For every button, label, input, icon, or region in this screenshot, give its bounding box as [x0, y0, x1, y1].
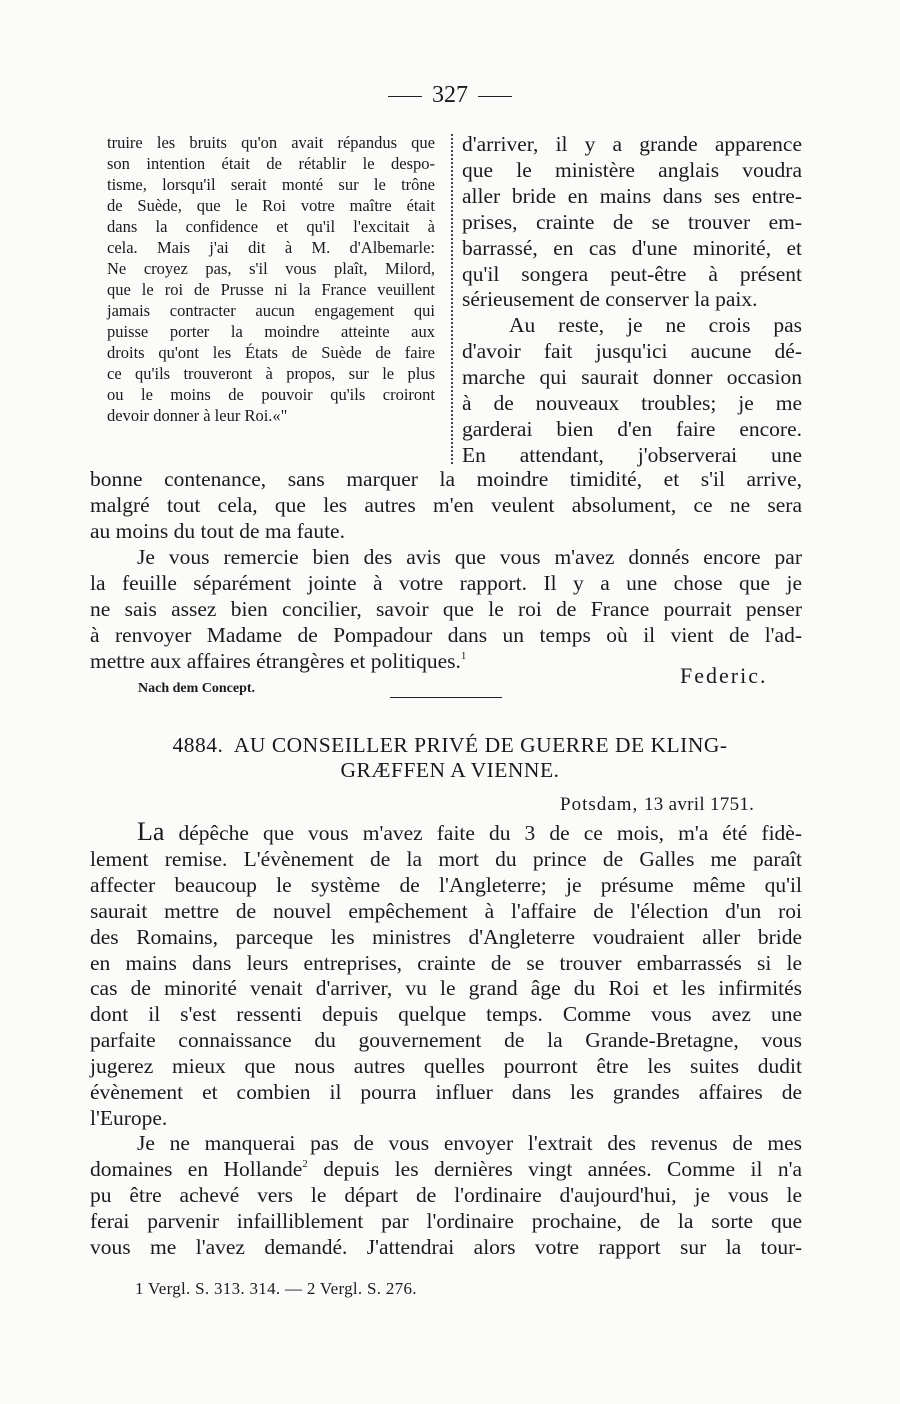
right-column-line: que le ministère anglais voudra — [462, 157, 802, 182]
body-line-text: domaines en Hollande — [90, 1156, 303, 1181]
right-column-line: aller bride en mains dans ses entre- — [462, 183, 802, 208]
body-line: évènement et combien il pourra influer dans les grandes affaires de — [90, 1080, 802, 1105]
page-number-text: 327 — [432, 82, 468, 108]
footnote-ref: 1 — [460, 649, 467, 662]
body-line: bonne contenance, sans marquer la moindre timidité, et s'il arrive, — [90, 467, 802, 491]
body-line: à renvoyer Madame de Pompadour dans un temps où il vient de l'ad- — [90, 622, 802, 647]
body-line: des Romains, parceque les ministres d'Angleterre voudraient aller bride — [90, 924, 802, 949]
body-line — [90, 819, 802, 847]
dateline — [560, 794, 754, 816]
letter-number: 4884. — [172, 733, 224, 757]
body-line-text: mettre aux affaires étrangères et politiques. — [90, 648, 461, 673]
section-rule — [390, 697, 502, 698]
footnote-ref: 2 — [302, 1157, 308, 1170]
right-column-line: d'arriver, il y a grande apparence — [462, 132, 802, 156]
right-column-line: garderai bien d'en faire encore. — [462, 416, 802, 441]
body-line: l'Europe. — [90, 1105, 168, 1130]
body-line: parfaite connaissance du gouvernement de la Grande-Bretagne, vous — [90, 1028, 802, 1053]
body-line: ferai parvenir infailliblement par l'ordinaire prochaine, de la sorte que — [90, 1208, 802, 1233]
column-divider — [451, 134, 453, 464]
paragraph-remerciements — [90, 545, 802, 675]
left-column-line: devoir donner à leur Roi.«" — [107, 406, 288, 425]
footnotes: 1 Vergl. S. 313. 314. — 2 Vergl. S. 276. — [135, 1279, 417, 1298]
right-column-line: Au reste, je ne crois pas — [509, 313, 802, 338]
body-line: vous me l'avez demandé. J'attendrai alors votre rapport sur la tour- — [90, 1234, 802, 1259]
right-column-line: sérieusement de conserver la paix. — [462, 287, 758, 312]
right-column-line: d'avoir fait jusqu'ici aucune dé- — [462, 339, 802, 364]
letter-paragraph-2 — [90, 1131, 802, 1261]
left-column-line: ou le moins de pouvoir qu'ils croiront — [107, 385, 435, 404]
body-line: affecter beaucoup le système de l'Angleterre; je présume même qu'il — [90, 872, 802, 897]
page-number-dash-left — [388, 96, 422, 97]
left-column-line: truire les bruits qu'on avait répandus que — [107, 133, 435, 152]
signature: Federic. — [680, 663, 768, 688]
left-column-quote — [107, 132, 435, 426]
source-note: Nach dem Concept. — [138, 681, 256, 696]
body-line: Je ne manquerai pas de vous envoyer l'extrait des revenus de mes — [137, 1131, 802, 1155]
left-column-line: droits qu'ont les États de Suède de faire — [107, 343, 435, 362]
left-column-line: Ne croyez pas, s'il vous plaît, Milord, — [107, 259, 435, 278]
letter-paragraph-1 — [90, 819, 802, 1132]
right-column-line: prises, crainte de se trouver em- — [462, 209, 802, 234]
dateline-place: Potsdam, — [560, 794, 639, 815]
left-column-line: tisme, lorsqu'il serait monté sur le trône — [107, 175, 435, 194]
body-line: cas de minorité venait d'arriver, vu le grand âge du Roi et les infirmités — [90, 976, 802, 1001]
body-line: au moins du tout de ma faute. — [90, 518, 345, 543]
letter-initial: La — [137, 817, 165, 846]
body-line: la feuille séparément jointe à votre rapport. Il y a une chose que je — [90, 570, 802, 595]
letter-heading-line-2: GRÆFFEN A VIENNE. — [340, 758, 560, 782]
right-column-text — [462, 132, 802, 469]
letter-heading-line-1 — [100, 733, 800, 758]
body-line: ne sais assez bien concilier, savoir que le roi de France pourrait penser — [90, 596, 802, 621]
body-line-text: dépêche que vous m'avez faite du 3 de ce mois, m'a été fidè- — [164, 821, 802, 845]
body-line: pu être achevé vers le départ de l'ordinaire d'aujourd'hui, je vous le — [90, 1182, 802, 1207]
left-column-line: son intention était de rétablir le despo- — [107, 154, 435, 173]
dateline-date: 13 avril 1751. — [643, 794, 755, 815]
left-column-line: de Suède, que le Roi votre maître était — [107, 196, 435, 215]
page-number — [0, 82, 900, 109]
left-column-line: que le roi de Prusse ni la France veuillent — [107, 280, 435, 299]
left-column-line: dans la confidence et qu'il l'excitait à — [107, 217, 435, 236]
left-column-line: cela. Mais j'ai dit à M. d'Albemarle: — [107, 238, 435, 257]
right-column-line: qu'il songera peut-être à présent — [462, 261, 802, 286]
body-line: lement remise. L'évènement de la mort du prince de Galles me paraît — [90, 846, 802, 871]
body-line — [90, 1157, 802, 1183]
body-line: dont il s'est ressenti depuis quelque temps. Comme vous avez une — [90, 1002, 802, 1027]
continuation-paragraph — [90, 467, 802, 545]
right-column-line: En attendant, j'observerai une — [462, 442, 802, 467]
body-line: jugerez mieux que nous autres quelles pourront être les suites dudit — [90, 1054, 802, 1079]
body-line: saurait mettre de nouvel empêchement à l'affaire de l'élection d'un roi — [90, 898, 802, 923]
page-number-dash-right — [478, 96, 512, 97]
right-column-line: barrassé, en cas d'une minorité, et — [462, 235, 802, 260]
body-line: malgré tout cela, que les autres m'en veulent absolument, ce ne sera — [90, 492, 802, 517]
body-line: en mains dans leurs entreprises, crainte de se trouver embarrassés si le — [90, 950, 802, 975]
left-column-line: jamais contracter aucun engagement qui — [107, 301, 435, 320]
letter-heading-title: AU CONSEILLER PRIVÉ DE GUERRE DE KLING- — [233, 733, 728, 757]
left-column-line: ce qu'ils trouveront à propos, sur le plus — [107, 364, 435, 383]
letter-heading — [100, 733, 800, 783]
body-line: Je vous remercie bien des avis que vous m'avez donnés encore par — [137, 545, 802, 569]
right-column-line: à de nouveaux troubles; je me — [462, 391, 802, 416]
body-line-text: depuis les dernières vingt années. Comme il n'a — [307, 1156, 802, 1181]
right-column-line: marche qui saurait donner occasion — [462, 365, 802, 390]
left-column-line: puisse porter la moindre atteinte aux — [107, 322, 435, 341]
